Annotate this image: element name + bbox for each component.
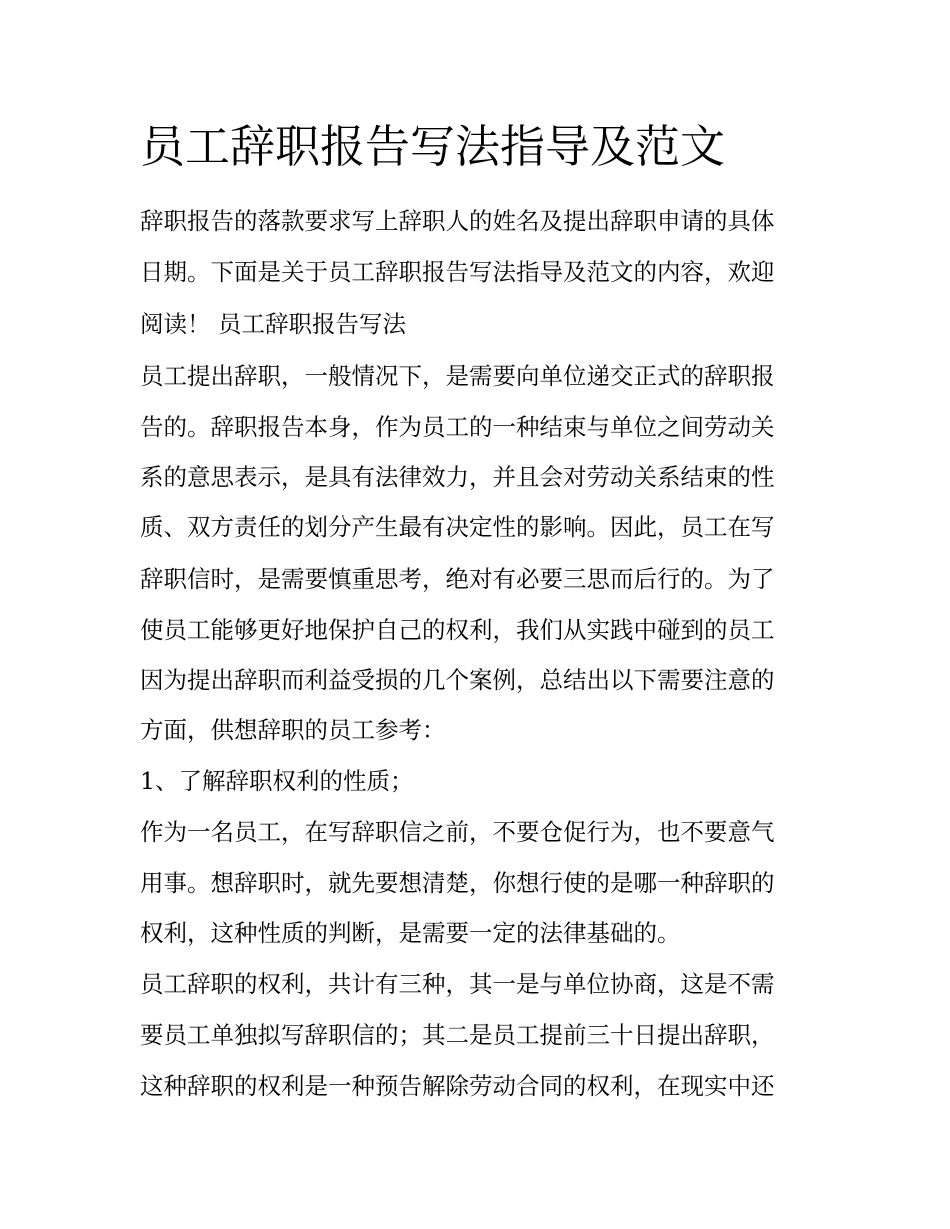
body-line: 辞职报告的落款要求写上辞职人的姓名及提出辞职申请的具体 xyxy=(140,207,775,235)
body-line: 告的。辞职报告本身，作为员工的一种结束与单位之间劳动关 xyxy=(140,413,775,441)
body-line: 质、双方责任的划分产生最有决定性的影响。因此，员工在写 xyxy=(140,513,775,541)
body-line: 使员工能够更好地保护自己的权利，我们从实践中碰到的员工 xyxy=(140,616,775,644)
body-line: 员工提出辞职，一般情况下，是需要向单位递交正式的辞职报 xyxy=(140,362,775,390)
body-line: 作为一名员工，在写辞职信之前，不要仓促行为，也不要意气 xyxy=(140,818,775,846)
body-line: 方面，供想辞职的员工参考： xyxy=(140,716,446,744)
body-line: 系的意思表示，是具有法律效力，并且会对劳动关系结束的性 xyxy=(140,463,775,491)
body-line: 用事。想辞职时，就先要想清楚，你想行使的是哪一种辞职的 xyxy=(140,869,775,897)
body-line: 辞职信时，是需要慎重思考，绝对有必要三思而后行的。为了 xyxy=(140,565,775,593)
numbered-heading: 1、了解辞职权利的性质； xyxy=(140,767,414,795)
document-title: 员工辞职报告写法指导及范文 xyxy=(140,120,726,173)
body-line: 因为提出辞职而利益受损的几个案例，总结出以下需要注意的 xyxy=(140,666,775,694)
body-line: 阅读！ 员工辞职报告写法 xyxy=(140,310,406,338)
body-line: 权利，这种性质的判断，是需要一定的法律基础的。 xyxy=(140,919,681,947)
body-line: 日期。下面是关于员工辞职报告写法指导及范文的内容，欢迎 xyxy=(140,258,775,286)
body-line: 这种辞职的权利是一种预告解除劳动合同的权利，在现实中还 xyxy=(140,1072,775,1100)
body-line: 员工辞职的权利，共计有三种，其一是与单位协商，这是不需 xyxy=(140,970,775,998)
body-line: 要员工单独拟写辞职信的；其二是员工提前三十日提出辞职， xyxy=(140,1021,775,1049)
